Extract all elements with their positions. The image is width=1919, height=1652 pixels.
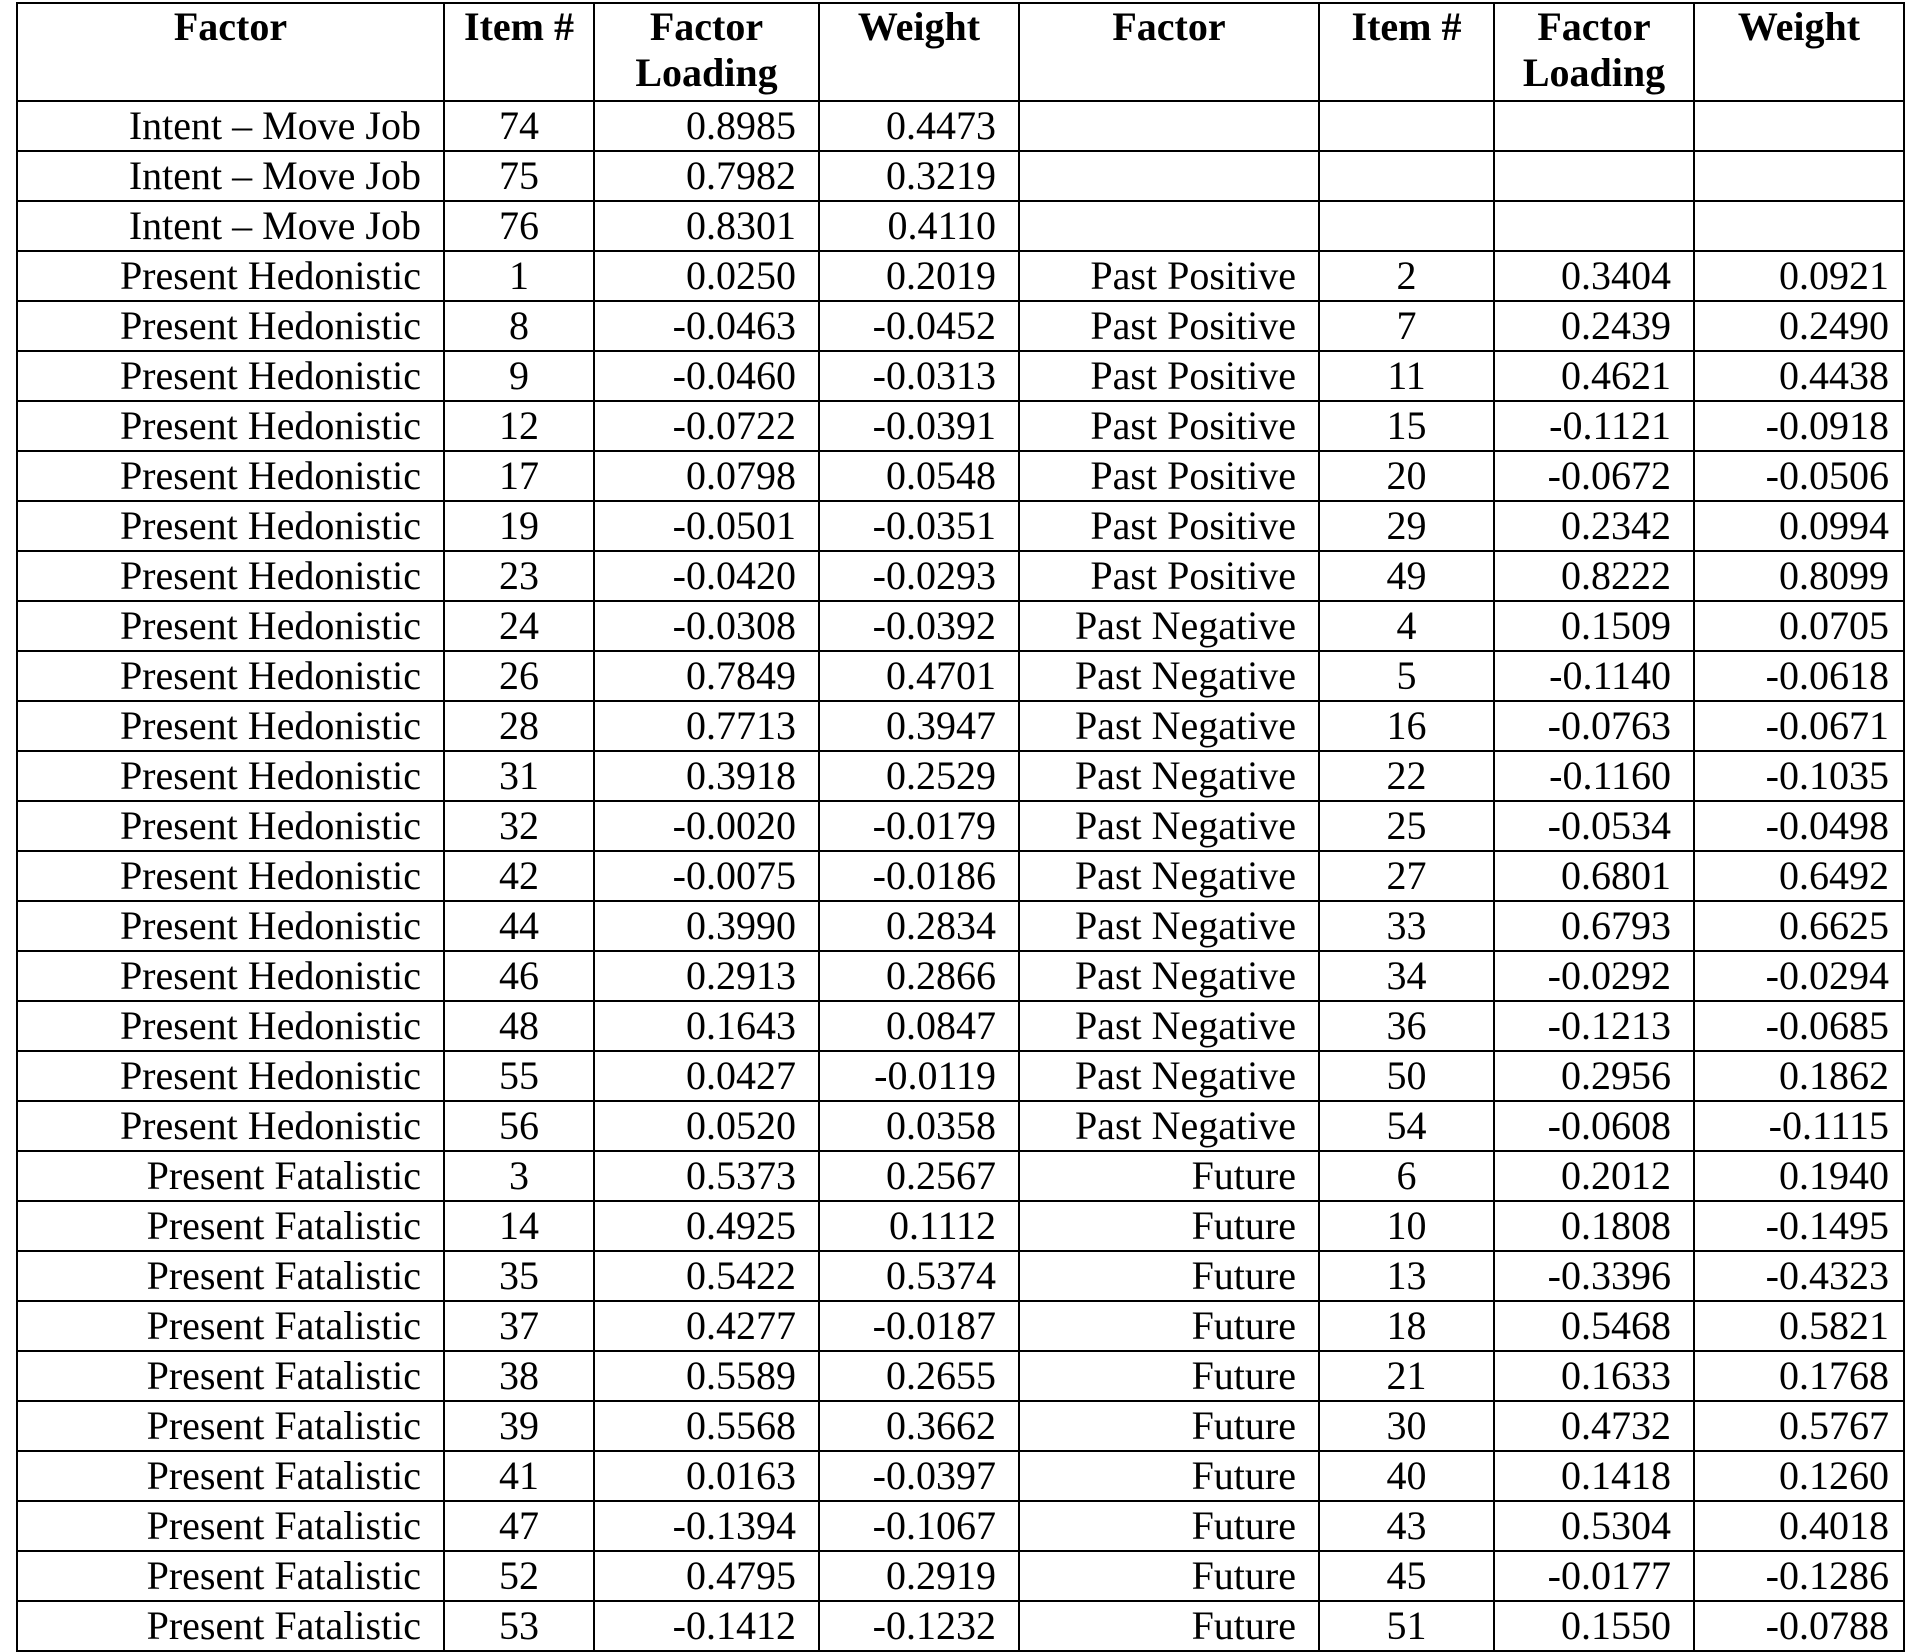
left-item-cell: 35 [444,1251,594,1301]
left-factor-cell: Present Hedonistic [17,1051,444,1101]
table-row [17,101,1904,151]
left-loading-cell: 0.8301 [594,201,819,251]
left-item-cell: 38 [444,1351,594,1401]
table-row [17,1551,1904,1601]
left-item-cell: 53 [444,1601,594,1651]
left-item-cell: 17 [444,451,594,501]
left-factor-cell: Present Hedonistic [17,1001,444,1051]
right-weight-cell: 0.4018 [1694,1501,1904,1551]
right-loading-cell: 0.1418 [1494,1451,1694,1501]
right-item-cell: 50 [1319,1051,1494,1101]
right-weight-cell: 0.1260 [1694,1451,1904,1501]
left-loading-cell: 0.5568 [594,1401,819,1451]
right-weight-cell: 0.8099 [1694,551,1904,601]
right-loading-cell: 0.1808 [1494,1201,1694,1251]
right-item-cell: 21 [1319,1351,1494,1401]
table-row [17,601,1904,651]
header-factor-right: Factor [1019,3,1319,101]
table-row [17,801,1904,851]
right-weight-cell [1694,151,1904,201]
right-weight-cell: 0.5767 [1694,1401,1904,1451]
table-row [17,1001,1904,1051]
table-row [17,851,1904,901]
left-weight-cell: -0.0397 [819,1451,1019,1501]
left-factor-cell: Present Hedonistic [17,251,444,301]
right-factor-cell: Past Negative [1019,751,1319,801]
right-factor-cell: Future [1019,1601,1319,1651]
left-weight-cell: 0.2529 [819,751,1019,801]
table-row [17,301,1904,351]
header-item-right: Item # [1319,3,1494,101]
right-loading-cell [1494,201,1694,251]
left-loading-cell: -0.1394 [594,1501,819,1551]
right-factor-cell: Past Positive [1019,451,1319,501]
right-loading-cell: 0.4732 [1494,1401,1694,1451]
right-item-cell: 4 [1319,601,1494,651]
right-weight-cell: 0.0921 [1694,251,1904,301]
left-factor-cell: Present Fatalistic [17,1451,444,1501]
right-item-cell [1319,151,1494,201]
left-weight-cell: -0.0293 [819,551,1019,601]
right-loading-cell: 0.2012 [1494,1151,1694,1201]
left-loading-cell: 0.3990 [594,901,819,951]
left-item-cell: 55 [444,1051,594,1101]
right-item-cell: 43 [1319,1501,1494,1551]
left-item-cell: 1 [444,251,594,301]
left-item-cell: 28 [444,701,594,751]
left-item-cell: 47 [444,1501,594,1551]
factor-loadings-table [16,2,1905,1652]
left-weight-cell: 0.4701 [819,651,1019,701]
right-factor-cell: Past Negative [1019,701,1319,751]
left-item-cell: 52 [444,1551,594,1601]
right-factor-cell: Past Negative [1019,601,1319,651]
left-item-cell: 76 [444,201,594,251]
right-item-cell: 36 [1319,1001,1494,1051]
right-factor-cell [1019,101,1319,151]
left-weight-cell: 0.4110 [819,201,1019,251]
right-weight-cell: -0.4323 [1694,1251,1904,1301]
left-loading-cell: -0.0075 [594,851,819,901]
right-factor-cell: Future [1019,1401,1319,1451]
left-loading-cell: 0.7713 [594,701,819,751]
left-item-cell: 8 [444,301,594,351]
header-weight-right: Weight [1694,3,1904,101]
left-item-cell: 41 [444,1451,594,1501]
left-factor-cell: Present Fatalistic [17,1501,444,1551]
left-factor-cell: Present Hedonistic [17,951,444,1001]
header-row [17,3,1904,101]
header-loading-right: Factor Loading [1494,3,1694,101]
right-item-cell: 54 [1319,1101,1494,1151]
table-row [17,401,1904,451]
right-factor-cell: Past Negative [1019,851,1319,901]
left-factor-cell: Present Fatalistic [17,1401,444,1451]
left-loading-cell: -0.0460 [594,351,819,401]
left-item-cell: 75 [444,151,594,201]
left-weight-cell: 0.2919 [819,1551,1019,1601]
left-weight-cell: -0.0351 [819,501,1019,551]
table-row [17,1401,1904,1451]
left-factor-cell: Present Fatalistic [17,1151,444,1201]
table-header [17,3,1904,101]
right-loading-cell: 0.3404 [1494,251,1694,301]
right-factor-cell: Past Negative [1019,651,1319,701]
left-loading-cell: 0.5373 [594,1151,819,1201]
left-weight-cell: -0.0186 [819,851,1019,901]
left-factor-cell: Present Hedonistic [17,601,444,651]
right-factor-cell: Future [1019,1501,1319,1551]
header-item-left: Item # [444,3,594,101]
table-row [17,901,1904,951]
right-loading-cell: -0.0763 [1494,701,1694,751]
right-item-cell [1319,101,1494,151]
right-item-cell: 16 [1319,701,1494,751]
right-item-cell: 5 [1319,651,1494,701]
table-row [17,351,1904,401]
left-weight-cell: 0.0358 [819,1101,1019,1151]
table-row [17,951,1904,1001]
right-weight-cell: -0.0294 [1694,951,1904,1001]
right-factor-cell: Past Positive [1019,501,1319,551]
right-weight-cell: 0.0705 [1694,601,1904,651]
right-loading-cell: -0.0608 [1494,1101,1694,1151]
left-factor-cell: Present Hedonistic [17,901,444,951]
right-weight-cell: -0.1286 [1694,1551,1904,1601]
right-loading-cell: 0.5304 [1494,1501,1694,1551]
left-weight-cell: 0.2019 [819,251,1019,301]
right-factor-cell: Past Positive [1019,251,1319,301]
left-item-cell: 56 [444,1101,594,1151]
right-factor-cell: Past Negative [1019,901,1319,951]
left-factor-cell: Present Hedonistic [17,851,444,901]
right-loading-cell: -0.0177 [1494,1551,1694,1601]
table-row [17,1151,1904,1201]
right-item-cell: 13 [1319,1251,1494,1301]
right-weight-cell: 0.6492 [1694,851,1904,901]
right-item-cell: 20 [1319,451,1494,501]
right-item-cell: 2 [1319,251,1494,301]
table-row [17,651,1904,701]
left-loading-cell: 0.7982 [594,151,819,201]
left-factor-cell: Intent – Move Job [17,201,444,251]
table-row [17,751,1904,801]
left-loading-cell: -0.0020 [594,801,819,851]
left-item-cell: 37 [444,1301,594,1351]
left-loading-cell: 0.0798 [594,451,819,501]
left-item-cell: 46 [444,951,594,1001]
right-weight-cell: -0.0671 [1694,701,1904,751]
left-loading-cell: -0.0420 [594,551,819,601]
left-item-cell: 19 [444,501,594,551]
left-weight-cell: -0.0391 [819,401,1019,451]
left-loading-cell: -0.0463 [594,301,819,351]
right-item-cell [1319,201,1494,251]
left-item-cell: 3 [444,1151,594,1201]
right-weight-cell: -0.0918 [1694,401,1904,451]
right-item-cell: 15 [1319,401,1494,451]
left-item-cell: 42 [444,851,594,901]
table-row [17,1051,1904,1101]
right-factor-cell: Past Negative [1019,1051,1319,1101]
right-factor-cell [1019,151,1319,201]
left-factor-cell: Present Fatalistic [17,1201,444,1251]
left-weight-cell: 0.1112 [819,1201,1019,1251]
right-loading-cell: 0.2342 [1494,501,1694,551]
right-weight-cell: -0.0506 [1694,451,1904,501]
table-row [17,201,1904,251]
table-row [17,1201,1904,1251]
right-loading-cell: 0.1509 [1494,601,1694,651]
right-weight-cell: 0.2490 [1694,301,1904,351]
right-item-cell: 11 [1319,351,1494,401]
left-loading-cell: 0.5422 [594,1251,819,1301]
right-loading-cell: 0.4621 [1494,351,1694,401]
left-factor-cell: Present Fatalistic [17,1551,444,1601]
right-factor-cell: Past Positive [1019,301,1319,351]
right-item-cell: 10 [1319,1201,1494,1251]
right-loading-cell: 0.5468 [1494,1301,1694,1351]
right-weight-cell: -0.1495 [1694,1201,1904,1251]
left-weight-cell: -0.0187 [819,1301,1019,1351]
right-loading-cell: -0.3396 [1494,1251,1694,1301]
right-weight-cell: -0.1035 [1694,751,1904,801]
right-loading-cell: -0.1160 [1494,751,1694,801]
left-weight-cell: 0.3219 [819,151,1019,201]
right-weight-cell: 0.4438 [1694,351,1904,401]
left-item-cell: 31 [444,751,594,801]
left-factor-cell: Present Hedonistic [17,451,444,501]
right-item-cell: 7 [1319,301,1494,351]
right-loading-cell: 0.8222 [1494,551,1694,601]
right-item-cell: 45 [1319,1551,1494,1601]
table-row [17,1251,1904,1301]
left-item-cell: 14 [444,1201,594,1251]
left-loading-cell: 0.0250 [594,251,819,301]
right-factor-cell: Past Negative [1019,801,1319,851]
table-row [17,451,1904,501]
right-item-cell: 51 [1319,1601,1494,1651]
right-factor-cell: Future [1019,1551,1319,1601]
right-item-cell: 49 [1319,551,1494,601]
left-weight-cell: -0.0392 [819,601,1019,651]
left-weight-cell: 0.2567 [819,1151,1019,1201]
right-weight-cell [1694,101,1904,151]
table-row [17,251,1904,301]
left-factor-cell: Present Hedonistic [17,551,444,601]
left-loading-cell: -0.0722 [594,401,819,451]
left-item-cell: 12 [444,401,594,451]
right-factor-cell: Past Positive [1019,351,1319,401]
right-factor-cell: Future [1019,1351,1319,1401]
right-item-cell: 40 [1319,1451,1494,1501]
right-weight-cell: 0.1768 [1694,1351,1904,1401]
right-factor-cell: Future [1019,1451,1319,1501]
left-item-cell: 44 [444,901,594,951]
table-row [17,1351,1904,1401]
left-weight-cell: 0.4473 [819,101,1019,151]
right-factor-cell: Past Positive [1019,401,1319,451]
left-factor-cell: Intent – Move Job [17,101,444,151]
table-row [17,1301,1904,1351]
table-row [17,1451,1904,1501]
left-weight-cell: 0.0847 [819,1001,1019,1051]
left-loading-cell: 0.4925 [594,1201,819,1251]
left-factor-cell: Present Hedonistic [17,651,444,701]
right-weight-cell: 0.1940 [1694,1151,1904,1201]
left-item-cell: 24 [444,601,594,651]
right-factor-cell: Future [1019,1151,1319,1201]
left-weight-cell: 0.3662 [819,1401,1019,1451]
left-weight-cell: 0.5374 [819,1251,1019,1301]
left-loading-cell: 0.0427 [594,1051,819,1101]
left-loading-cell: 0.2913 [594,951,819,1001]
right-item-cell: 22 [1319,751,1494,801]
left-loading-cell: 0.4795 [594,1551,819,1601]
right-item-cell: 18 [1319,1301,1494,1351]
left-factor-cell: Present Hedonistic [17,751,444,801]
table-row [17,701,1904,751]
right-factor-cell [1019,201,1319,251]
right-loading-cell: -0.1213 [1494,1001,1694,1051]
table-row [17,151,1904,201]
left-loading-cell: -0.0501 [594,501,819,551]
right-item-cell: 33 [1319,901,1494,951]
left-item-cell: 74 [444,101,594,151]
left-item-cell: 9 [444,351,594,401]
right-loading-cell: -0.0672 [1494,451,1694,501]
left-weight-cell: -0.0179 [819,801,1019,851]
left-weight-cell: -0.0452 [819,301,1019,351]
right-loading-cell: 0.2956 [1494,1051,1694,1101]
header-factor-left: Factor [17,3,444,101]
right-loading-cell: -0.1121 [1494,401,1694,451]
right-loading-cell: -0.0292 [1494,951,1694,1001]
left-factor-cell: Present Hedonistic [17,1101,444,1151]
left-factor-cell: Intent – Move Job [17,151,444,201]
left-item-cell: 39 [444,1401,594,1451]
table-row [17,1601,1904,1651]
right-loading-cell [1494,151,1694,201]
right-weight-cell: -0.0618 [1694,651,1904,701]
right-factor-cell: Future [1019,1201,1319,1251]
left-weight-cell: 0.2655 [819,1351,1019,1401]
left-item-cell: 48 [444,1001,594,1051]
left-loading-cell: -0.1412 [594,1601,819,1651]
right-loading-cell: 0.2439 [1494,301,1694,351]
table-row [17,1501,1904,1551]
left-loading-cell: 0.4277 [594,1301,819,1351]
right-weight-cell: -0.0685 [1694,1001,1904,1051]
right-item-cell: 34 [1319,951,1494,1001]
right-weight-cell: 0.6625 [1694,901,1904,951]
left-loading-cell: 0.0163 [594,1451,819,1501]
table-row [17,1101,1904,1151]
right-loading-cell [1494,101,1694,151]
table-row [17,551,1904,601]
right-loading-cell: 0.1633 [1494,1351,1694,1401]
factor-loadings-table-container [16,2,1903,1652]
right-loading-cell: 0.6793 [1494,901,1694,951]
right-weight-cell: 0.0994 [1694,501,1904,551]
right-factor-cell: Past Negative [1019,1101,1319,1151]
right-loading-cell: 0.1550 [1494,1601,1694,1651]
right-factor-cell: Past Negative [1019,951,1319,1001]
left-factor-cell: Present Hedonistic [17,301,444,351]
header-weight-left: Weight [819,3,1019,101]
left-factor-cell: Present Hedonistic [17,351,444,401]
right-weight-cell: 0.1862 [1694,1051,1904,1101]
right-weight-cell [1694,201,1904,251]
left-factor-cell: Present Fatalistic [17,1351,444,1401]
right-weight-cell: -0.1115 [1694,1101,1904,1151]
left-factor-cell: Present Hedonistic [17,401,444,451]
right-weight-cell: -0.0788 [1694,1601,1904,1651]
left-item-cell: 32 [444,801,594,851]
left-weight-cell: 0.0548 [819,451,1019,501]
left-loading-cell: 0.8985 [594,101,819,151]
left-factor-cell: Present Fatalistic [17,1301,444,1351]
left-item-cell: 23 [444,551,594,601]
left-weight-cell: 0.2834 [819,901,1019,951]
table-row [17,501,1904,551]
left-loading-cell: 0.3918 [594,751,819,801]
right-item-cell: 25 [1319,801,1494,851]
table-body [17,101,1904,1651]
right-item-cell: 27 [1319,851,1494,901]
left-factor-cell: Present Fatalistic [17,1251,444,1301]
right-loading-cell: 0.6801 [1494,851,1694,901]
left-loading-cell: 0.0520 [594,1101,819,1151]
left-loading-cell: -0.0308 [594,601,819,651]
right-loading-cell: -0.1140 [1494,651,1694,701]
right-factor-cell: Future [1019,1251,1319,1301]
left-weight-cell: -0.1232 [819,1601,1019,1651]
right-loading-cell: -0.0534 [1494,801,1694,851]
left-factor-cell: Present Hedonistic [17,801,444,851]
left-weight-cell: -0.0313 [819,351,1019,401]
right-item-cell: 29 [1319,501,1494,551]
left-weight-cell: 0.2866 [819,951,1019,1001]
right-factor-cell: Future [1019,1301,1319,1351]
left-loading-cell: 0.1643 [594,1001,819,1051]
right-item-cell: 30 [1319,1401,1494,1451]
left-factor-cell: Present Hedonistic [17,501,444,551]
left-loading-cell: 0.5589 [594,1351,819,1401]
left-factor-cell: Present Hedonistic [17,701,444,751]
right-weight-cell: -0.0498 [1694,801,1904,851]
left-weight-cell: -0.0119 [819,1051,1019,1101]
left-factor-cell: Present Fatalistic [17,1601,444,1651]
left-weight-cell: 0.3947 [819,701,1019,751]
right-item-cell: 6 [1319,1151,1494,1201]
right-factor-cell: Past Negative [1019,1001,1319,1051]
left-loading-cell: 0.7849 [594,651,819,701]
left-item-cell: 26 [444,651,594,701]
right-factor-cell: Past Positive [1019,551,1319,601]
header-loading-left: Factor Loading [594,3,819,101]
right-weight-cell: 0.5821 [1694,1301,1904,1351]
left-weight-cell: -0.1067 [819,1501,1019,1551]
